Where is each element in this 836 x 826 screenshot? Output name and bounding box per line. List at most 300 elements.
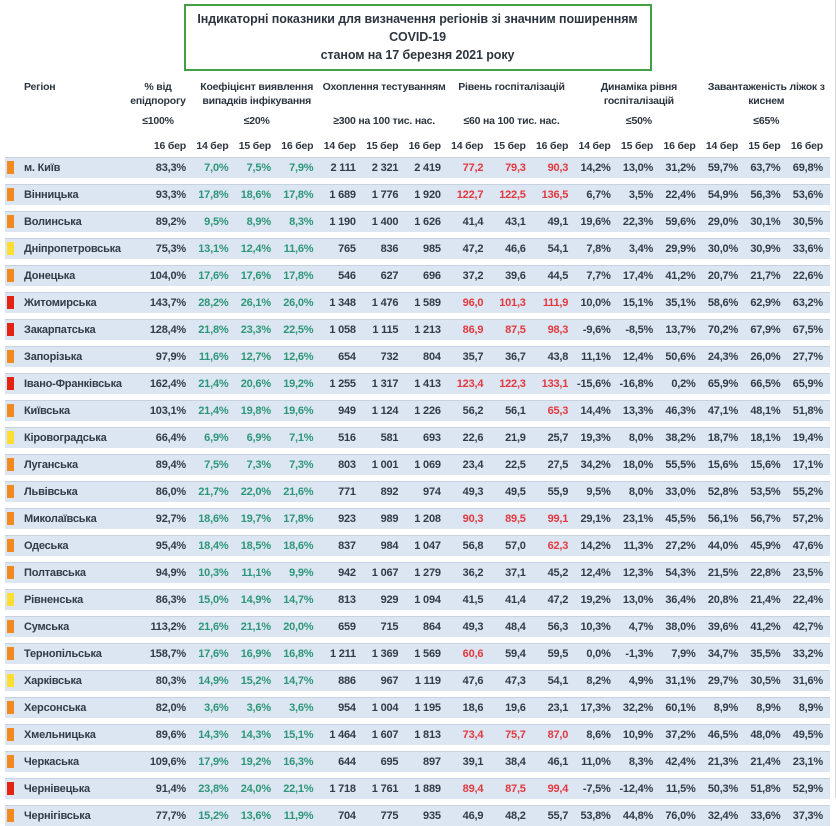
epid-threshold-value: 104,0% (149, 269, 186, 282)
region-name: Черкаська (24, 755, 79, 768)
detection-coef-value: 22,0% (240, 485, 271, 498)
detection-coef-value: 9,9% (289, 566, 314, 579)
hospitalization-level-value: 36,7 (505, 350, 526, 363)
hospitalization-dynamics-value: -15,6% (577, 377, 611, 390)
hospitalization-dynamics-value: 19,3% (580, 431, 611, 444)
region-cell (5, 725, 123, 745)
detection-coef-value: 19,7% (240, 512, 271, 525)
region-name: Рівненська (24, 593, 84, 606)
detection-coef-value: 22,1% (283, 782, 314, 795)
table-row (5, 697, 830, 718)
testing-coverage-value: 989 (380, 512, 399, 525)
epid-threshold-value: 89,2% (155, 215, 186, 228)
detection-coef-value: 11,9% (283, 809, 314, 822)
testing-coverage-value: 837 (338, 539, 356, 552)
hospitalization-dynamics-value: 27,2% (665, 539, 696, 552)
hospitalization-level-value: 22,5 (505, 458, 526, 471)
epid-threshold-value: 82,0% (155, 701, 186, 714)
table-row (5, 508, 830, 529)
hospitalization-dynamics-value: 14,2% (580, 161, 611, 174)
hospitalization-level-value: 65,3 (547, 404, 569, 417)
oxygen-bed-occupancy-value: 49,5% (792, 728, 823, 741)
hospitalization-dynamics-value: 19,6% (580, 215, 611, 228)
testing-coverage-value: 836 (380, 242, 399, 255)
oxygen-bed-occupancy-value: 30,9% (750, 242, 781, 255)
table-row (5, 238, 830, 259)
oxygen-bed-occupancy-value: 47,6% (792, 539, 823, 552)
hospitalization-dynamics-value: 36,4% (665, 593, 696, 606)
detection-coef-value: 21,1% (240, 620, 271, 633)
hospitalization-dynamics-value: 8,2% (586, 674, 611, 687)
hospitalization-dynamics-value: 14,2% (580, 539, 611, 552)
hospitalization-level-value: 122,5 (499, 188, 526, 201)
column-date-label: 16 бер (536, 139, 569, 152)
testing-coverage-value: 923 (338, 512, 356, 525)
oxygen-bed-occupancy-value: 32,4% (707, 809, 739, 822)
region-name: Полтавська (24, 566, 86, 579)
hospitalization-dynamics-value: 45,5% (665, 512, 696, 525)
detection-coef-value: 14,9% (240, 593, 271, 606)
testing-coverage-value: 1 348 (329, 296, 356, 309)
region-name: Запорізька (24, 350, 83, 363)
hospitalization-dynamics-value: 11,0% (581, 755, 611, 768)
region-name: Донецька (24, 269, 75, 282)
hospitalization-dynamics-value: 11,5% (666, 782, 696, 795)
region-name: м. Київ (24, 161, 61, 174)
column-date-label: 14 бер (451, 139, 484, 152)
column-group-label: Завантаженість ліжок з киснем (707, 81, 825, 107)
detection-coef-value: 11,1% (241, 566, 271, 579)
hospitalization-dynamics-value: 10,9% (622, 728, 654, 741)
region-cell (5, 455, 123, 475)
hospitalization-dynamics-value: 11,3% (623, 539, 654, 552)
hospitalization-dynamics-value: 8,0% (628, 431, 654, 444)
region-cell (5, 374, 123, 394)
oxygen-bed-occupancy-value: 53,5% (750, 485, 781, 498)
oxygen-bed-occupancy-value: 63,2% (792, 296, 823, 309)
table-row (5, 643, 830, 664)
hospitalization-level-value: 47,2 (462, 242, 484, 255)
testing-coverage-value: 1 626 (414, 215, 441, 228)
hospitalization-dynamics-value: 59,6% (665, 215, 696, 228)
hospitalization-level-value: 27,5 (547, 458, 569, 471)
column-header-region: Регіон (24, 81, 56, 94)
epid-threshold-value: 83,3% (155, 161, 186, 174)
hospitalization-level-value: 90,3 (462, 512, 484, 525)
column-date-label: 16 бер (153, 139, 186, 152)
testing-coverage-value: 935 (423, 809, 441, 822)
testing-coverage-value: 984 (380, 539, 399, 552)
column-date-label: 14 бер (323, 139, 356, 152)
detection-coef-value: 3,6% (204, 701, 229, 714)
orange-status-square (7, 539, 14, 552)
hospitalization-level-value: 47,2 (547, 593, 569, 606)
hospitalization-dynamics-value: 13,0% (622, 161, 654, 174)
hospitalization-dynamics-value: 17,4% (622, 269, 654, 282)
region-name: Сумська (24, 620, 70, 633)
hospitalization-dynamics-value: 38,0% (665, 620, 696, 633)
region-name: Тернопільська (24, 647, 102, 660)
oxygen-bed-occupancy-value: 30,5% (750, 674, 781, 687)
hospitalization-dynamics-value: 31,2% (665, 161, 696, 174)
hospitalization-level-value: 49,1 (547, 215, 569, 228)
column-date-label: 16 бер (408, 139, 441, 152)
hospitalization-dynamics-value: 31,1% (665, 674, 696, 687)
oxygen-bed-occupancy-value: 41,2% (750, 620, 781, 633)
epid-threshold-value: 95,4% (155, 539, 186, 552)
detection-coef-value: 7,0% (204, 161, 229, 174)
table-row (5, 454, 830, 475)
hospitalization-level-value: 54,1 (547, 674, 569, 687)
testing-coverage-value: 732 (380, 350, 399, 363)
testing-coverage-value: 1 369 (371, 647, 399, 660)
oxygen-bed-occupancy-value: 33,6% (792, 242, 823, 255)
hospitalization-level-value: 46,1 (547, 755, 569, 768)
region-name: Івано-Франківська (24, 377, 122, 390)
table-row (5, 589, 830, 610)
detection-coef-value: 22,5% (283, 323, 314, 336)
oxygen-bed-occupancy-value: 51,8% (750, 782, 781, 795)
testing-coverage-value: 1 689 (329, 188, 356, 201)
detection-coef-value: 19,2% (283, 377, 314, 390)
table-row (5, 265, 830, 286)
hospitalization-dynamics-value: 7,8% (586, 242, 611, 255)
hospitalization-level-value: 86,9 (462, 323, 484, 336)
hospitalization-level-value: 122,7 (456, 188, 484, 201)
oxygen-bed-occupancy-value: 55,2% (792, 485, 823, 498)
testing-coverage-value: 771 (338, 485, 356, 498)
detection-coef-value: 17,6% (198, 269, 229, 282)
testing-coverage-value: 1 195 (414, 701, 441, 714)
hospitalization-level-value: 54,1 (547, 242, 569, 255)
column-threshold: ≤65% (753, 114, 780, 127)
detection-coef-value: 19,8% (240, 404, 271, 417)
hospitalization-level-value: 25,7 (547, 431, 569, 444)
oxygen-bed-occupancy-value: 17,1% (792, 458, 823, 471)
oxygen-bed-occupancy-value: 69,8% (792, 161, 823, 174)
oxygen-bed-occupancy-value: 50,3% (707, 782, 739, 795)
region-name: Чернігівська (24, 809, 91, 822)
oxygen-bed-occupancy-value: 8,9% (713, 701, 739, 714)
oxygen-bed-occupancy-value: 20,7% (707, 269, 739, 282)
oxygen-bed-occupancy-value: 18,1% (750, 431, 781, 444)
oxygen-bed-occupancy-value: 66,5% (750, 377, 781, 390)
hospitalization-level-value: 73,4 (462, 728, 484, 741)
region-cell (5, 212, 123, 232)
region-cell (5, 617, 123, 637)
hospitalization-level-value: 57,0 (505, 539, 526, 552)
column-group-label: Динаміка рівня госпіталізацій (600, 81, 678, 107)
table-row (5, 346, 830, 367)
testing-coverage-value: 942 (338, 566, 356, 579)
testing-coverage-value: 985 (423, 242, 441, 255)
hospitalization-dynamics-value: 53,8% (580, 809, 611, 822)
testing-coverage-value: 1 213 (414, 323, 441, 336)
oxygen-bed-occupancy-value: 51,8% (792, 404, 823, 417)
testing-coverage-value: 1 776 (371, 188, 399, 201)
testing-coverage-value: 581 (380, 431, 399, 444)
red-status-square (7, 377, 14, 390)
hospitalization-level-value: 49,5 (505, 485, 526, 498)
hospitalization-level-value: 99,1 (547, 512, 569, 525)
header-group-row (5, 81, 830, 107)
column-date-label: 15 бер (620, 139, 654, 152)
hospitalization-level-value: 89,4 (462, 782, 484, 795)
hospitalization-level-value: 48,2 (505, 809, 526, 822)
testing-coverage-value: 929 (380, 593, 399, 606)
epid-threshold-value: 143,7% (149, 296, 186, 309)
hospitalization-level-value: 56,8 (462, 539, 484, 552)
detection-coef-value: 21,4% (198, 404, 229, 417)
hospitalization-dynamics-value: 46,3% (665, 404, 696, 417)
region-name: Закарпатська (24, 323, 96, 336)
red-status-square (7, 296, 14, 309)
oxygen-bed-occupancy-value: 59,7% (707, 161, 739, 174)
detection-coef-value: 20,6% (240, 377, 271, 390)
table-row (5, 805, 830, 826)
detection-coef-value: 7,5% (246, 161, 271, 174)
testing-coverage-value: 1 004 (371, 701, 399, 714)
testing-coverage-value: 1 119 (414, 674, 441, 687)
oxygen-bed-occupancy-value: 42,7% (792, 620, 823, 633)
hospitalization-dynamics-value: 8,6% (586, 728, 611, 741)
detection-coef-value: 16,3% (283, 755, 314, 768)
region-name: Кіровоградська (24, 431, 107, 444)
testing-coverage-value: 1 761 (371, 782, 399, 795)
epid-threshold-value: 113,2% (150, 620, 186, 633)
hospitalization-dynamics-value: 6,7% (586, 188, 611, 201)
table-row (5, 211, 830, 232)
hospitalization-dynamics-value: 32,2% (622, 701, 654, 714)
testing-coverage-value: 2 419 (414, 161, 441, 174)
detection-coef-value: 18,6% (240, 188, 271, 201)
testing-coverage-value: 804 (423, 350, 441, 363)
detection-coef-value: 8,9% (246, 215, 271, 228)
hospitalization-dynamics-value: 13,7% (665, 323, 696, 336)
oxygen-bed-occupancy-value: 21,3% (707, 755, 739, 768)
detection-coef-value: 10,3% (198, 566, 229, 579)
region-name: Волинська (24, 215, 82, 228)
hospitalization-level-value: 49,3 (462, 485, 484, 498)
column-group-label: % від епідпорогу (130, 81, 186, 107)
hospitalization-level-value: 19,6 (505, 701, 526, 714)
hospitalization-dynamics-value: 29,9% (665, 242, 696, 255)
hospitalization-level-value: 37,1 (505, 566, 526, 579)
hospitalization-dynamics-value: 9,5% (586, 485, 611, 498)
detection-coef-value: 7,1% (289, 431, 314, 444)
hospitalization-level-value: 96,0 (462, 296, 484, 309)
red-status-square (7, 323, 14, 336)
detection-coef-value: 9,5% (204, 215, 229, 228)
region-name: Вінницька (24, 188, 79, 201)
hospitalization-dynamics-value: 12,4% (580, 566, 611, 579)
hospitalization-dynamics-value: 38,2% (665, 431, 696, 444)
column-date-label: 16 бер (663, 139, 696, 152)
orange-status-square (7, 620, 14, 633)
oxygen-bed-occupancy-value: 44,0% (707, 539, 739, 552)
orange-status-square (7, 728, 14, 741)
testing-coverage-value: 1 255 (329, 377, 356, 390)
testing-coverage-value: 715 (380, 620, 399, 633)
region-cell (5, 266, 123, 286)
oxygen-bed-occupancy-value: 33,2% (792, 647, 823, 660)
orange-status-square (7, 485, 14, 498)
epid-threshold-value: 128,4% (149, 323, 186, 336)
hospitalization-dynamics-value: 33,0% (665, 485, 696, 498)
hospitalization-dynamics-value: 60,1% (665, 701, 696, 714)
hospitalization-dynamics-value: 42,4% (665, 755, 696, 768)
orange-status-square (7, 458, 14, 471)
oxygen-bed-occupancy-value: 21,7% (750, 269, 781, 282)
oxygen-bed-occupancy-value: 22,8% (750, 566, 781, 579)
hospitalization-level-value: 45,2 (547, 566, 569, 579)
hospitalization-level-value: 35,7 (462, 350, 484, 363)
detection-coef-value: 6,9% (246, 431, 271, 444)
detection-coef-value: 17,8% (198, 188, 229, 201)
epid-threshold-value: 75,3% (155, 242, 186, 255)
hospitalization-dynamics-value: 0,0% (586, 647, 611, 660)
oxygen-bed-occupancy-value: 56,3% (750, 188, 781, 201)
table-row (5, 319, 830, 340)
region-name: Одеська (24, 539, 69, 552)
testing-coverage-value: 516 (338, 431, 356, 444)
detection-coef-value: 19,2% (240, 755, 271, 768)
testing-coverage-value: 1 607 (371, 728, 399, 741)
hospitalization-level-value: 60,6 (462, 647, 484, 660)
hospitalization-level-value: 36,2 (462, 566, 484, 579)
detection-coef-value: 17,6% (240, 269, 271, 282)
detection-coef-value: 17,9% (198, 755, 229, 768)
yellow-status-square (7, 242, 14, 255)
oxygen-bed-occupancy-value: 30,1% (750, 215, 781, 228)
hospitalization-dynamics-value: 8,3% (628, 755, 654, 768)
testing-coverage-value: 974 (423, 485, 441, 498)
detection-coef-value: 7,3% (246, 458, 271, 471)
detection-coef-value: 14,7% (283, 593, 314, 606)
testing-coverage-value: 1 476 (371, 296, 399, 309)
hospitalization-dynamics-value: -12,4% (619, 782, 654, 795)
hospitalization-level-value: 18,6 (462, 701, 484, 714)
oxygen-bed-occupancy-value: 23,1% (792, 755, 823, 768)
detection-coef-value: 12,6% (283, 350, 314, 363)
hospitalization-level-value: 136,5 (541, 188, 569, 201)
hospitalization-dynamics-value: 14,4% (580, 404, 611, 417)
hospitalization-level-value: 48,4 (505, 620, 526, 633)
detection-coef-value: 11,6% (198, 350, 229, 363)
detection-coef-value: 7,5% (204, 458, 229, 471)
testing-coverage-value: 1 279 (414, 566, 441, 579)
hospitalization-level-value: 62,3 (547, 539, 569, 552)
testing-coverage-value: 892 (380, 485, 399, 498)
region-cell (5, 644, 123, 664)
testing-coverage-value: 1 190 (329, 215, 356, 228)
epid-threshold-value: 86,3% (155, 593, 186, 606)
testing-coverage-value: 1 211 (329, 647, 356, 660)
hospitalization-dynamics-value: -1,3% (625, 647, 654, 660)
hospitalization-level-value: 46,6 (505, 242, 526, 255)
hospitalization-level-value: 79,3 (505, 161, 526, 174)
table-body (5, 157, 830, 826)
oxygen-bed-occupancy-value: 47,1% (707, 404, 739, 417)
region-cell (5, 293, 123, 313)
detection-coef-value: 14,7% (283, 674, 314, 687)
hospitalization-level-value: 75,7 (505, 728, 526, 741)
hospitalization-level-value: 101,3 (499, 296, 526, 309)
oxygen-bed-occupancy-value: 33,6% (750, 809, 781, 822)
region-cell (5, 806, 123, 826)
hospitalization-dynamics-value: 29,1% (580, 512, 611, 525)
testing-coverage-value: 1 920 (414, 188, 441, 201)
detection-coef-value: 17,6% (198, 647, 229, 660)
column-date-label: 16 бер (790, 139, 823, 152)
oxygen-bed-occupancy-value: 63,7% (750, 161, 781, 174)
hospitalization-level-value: 37,2 (462, 269, 484, 282)
column-threshold: ≤100% (142, 114, 174, 127)
region-cell (5, 536, 123, 556)
testing-coverage-value: 775 (380, 809, 399, 822)
hospitalization-level-value: 59,4 (505, 647, 526, 660)
oxygen-bed-occupancy-value: 48,0% (750, 728, 781, 741)
oxygen-bed-occupancy-value: 65,9% (707, 377, 739, 390)
orange-status-square (7, 215, 14, 228)
hospitalization-level-value: 44,5 (547, 269, 569, 282)
orange-status-square (7, 566, 14, 579)
table-row (5, 751, 830, 772)
oxygen-bed-occupancy-value: 20,8% (707, 593, 739, 606)
table-row (5, 535, 830, 556)
oxygen-bed-occupancy-value: 30,5% (792, 215, 823, 228)
hospitalization-dynamics-value: 8,0% (628, 485, 654, 498)
testing-coverage-value: 644 (338, 755, 356, 768)
oxygen-bed-occupancy-value: 67,9% (750, 323, 781, 336)
detection-coef-value: 7,9% (289, 161, 314, 174)
testing-coverage-value: 654 (338, 350, 356, 363)
testing-coverage-value: 949 (338, 404, 356, 417)
table-row (5, 427, 830, 448)
column-date-label: 14 бер (196, 139, 229, 152)
testing-coverage-value: 693 (423, 431, 441, 444)
testing-coverage-value: 1 001 (371, 458, 399, 471)
epid-threshold-value: 66,4% (155, 431, 186, 444)
testing-coverage-value: 2 111 (330, 161, 356, 174)
hospitalization-level-value: 56,2 (462, 404, 484, 417)
detection-coef-value: 20,0% (283, 620, 314, 633)
region-name: Луганська (24, 458, 78, 471)
oxygen-bed-occupancy-value: 21,4% (750, 755, 781, 768)
oxygen-bed-occupancy-value: 29,0% (707, 215, 739, 228)
hospitalization-dynamics-value: 13,0% (622, 593, 654, 606)
testing-coverage-value: 1 813 (414, 728, 441, 741)
oxygen-bed-occupancy-value: 46,5% (707, 728, 739, 741)
detection-coef-value: 16,9% (240, 647, 271, 660)
region-name: Київська (24, 404, 70, 417)
detection-coef-value: 3,6% (289, 701, 314, 714)
testing-coverage-value: 1 124 (371, 404, 399, 417)
detection-coef-value: 12,4% (240, 242, 271, 255)
region-cell (5, 779, 123, 799)
epid-threshold-value: 92,7% (155, 512, 186, 525)
hospitalization-level-value: 98,3 (547, 323, 569, 336)
region-cell (5, 482, 123, 502)
hospitalization-dynamics-value: 23,1% (622, 512, 654, 525)
oxygen-bed-occupancy-value: 56,7% (750, 512, 781, 525)
hospitalization-level-value: 43,1 (505, 215, 526, 228)
oxygen-bed-occupancy-value: 52,8% (707, 485, 739, 498)
region-name: Житомирська (24, 296, 97, 309)
orange-status-square (7, 755, 14, 768)
detection-coef-value: 16,8% (283, 647, 314, 660)
hospitalization-dynamics-value: 10,3% (580, 620, 611, 633)
